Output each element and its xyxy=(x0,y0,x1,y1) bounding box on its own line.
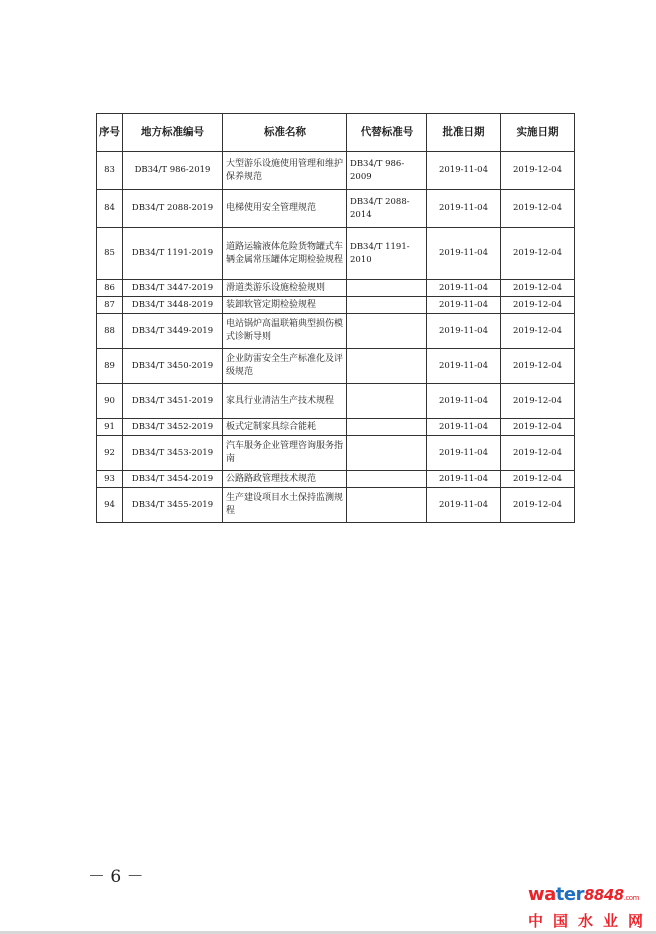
approval-date: 2019-11-04 xyxy=(427,280,501,297)
row-number: 93 xyxy=(97,471,123,488)
table-row xyxy=(97,228,575,280)
page-number: － 6 － xyxy=(88,867,144,887)
approval-date: 2019-11-04 xyxy=(427,297,501,314)
standard-code: DB34/T 3455-2019 xyxy=(123,488,223,523)
row-number: 88 xyxy=(97,314,123,349)
header-approved: 批准日期 xyxy=(427,114,501,152)
replaced-standard xyxy=(347,384,427,419)
standard-name: 生产建设项目水土保持监测规程 xyxy=(223,488,347,523)
implementation-date: 2019-12-04 xyxy=(501,349,575,384)
table-row xyxy=(97,436,575,471)
replaced-standard xyxy=(347,297,427,314)
standard-name: 公路路政管理技术规范 xyxy=(223,471,347,488)
approval-date: 2019-11-04 xyxy=(427,384,501,419)
table-row xyxy=(97,297,575,314)
row-number: 84 xyxy=(97,190,123,228)
standard-name: 电梯使用安全管理规范 xyxy=(223,190,347,228)
table-row xyxy=(97,419,575,436)
logo-chinese-name: 中国水业网 xyxy=(528,912,654,930)
standard-name: 企业防雷安全生产标准化及评级规范 xyxy=(223,349,347,384)
row-number: 90 xyxy=(97,384,123,419)
row-number: 86 xyxy=(97,280,123,297)
standard-code: DB34/T 3450-2019 xyxy=(123,349,223,384)
table-row xyxy=(97,471,575,488)
standard-code: DB34/T 3447-2019 xyxy=(123,280,223,297)
table-row xyxy=(97,280,575,297)
table-row xyxy=(97,384,575,419)
approval-date: 2019-11-04 xyxy=(427,190,501,228)
replaced-standard: DB34/T 2088-2014 xyxy=(347,190,427,228)
approval-date: 2019-11-04 xyxy=(427,488,501,523)
standard-code: DB34/T 3449-2019 xyxy=(123,314,223,349)
approval-date: 2019-11-04 xyxy=(427,228,501,280)
standards-table xyxy=(96,113,575,523)
approval-date: 2019-11-04 xyxy=(427,349,501,384)
replaced-standard xyxy=(347,488,427,523)
standard-code: DB34/T 3451-2019 xyxy=(123,384,223,419)
standard-name: 道路运输液体危险货物罐式车辆金属常压罐体定期检验规程 xyxy=(223,228,347,280)
site-logo xyxy=(528,884,654,930)
implementation-date: 2019-12-04 xyxy=(501,471,575,488)
implementation-date: 2019-12-04 xyxy=(501,436,575,471)
table-row xyxy=(97,349,575,384)
standard-name: 滑道类游乐设施检验规则 xyxy=(223,280,347,297)
replaced-standard xyxy=(347,419,427,436)
standard-code: DB34/T 986-2019 xyxy=(123,152,223,190)
implementation-date: 2019-12-04 xyxy=(501,297,575,314)
implementation-date: 2019-12-04 xyxy=(501,488,575,523)
row-number: 87 xyxy=(97,297,123,314)
standard-name: 装卸软管定期检验规程 xyxy=(223,297,347,314)
approval-date: 2019-11-04 xyxy=(427,152,501,190)
standard-name: 家具行业清洁生产技术规程 xyxy=(223,384,347,419)
row-number: 89 xyxy=(97,349,123,384)
table-header-row xyxy=(97,114,575,152)
row-number: 85 xyxy=(97,228,123,280)
implementation-date: 2019-12-04 xyxy=(501,419,575,436)
standard-code: DB34/T 2088-2019 xyxy=(123,190,223,228)
approval-date: 2019-11-04 xyxy=(427,471,501,488)
approval-date: 2019-11-04 xyxy=(427,419,501,436)
table-row xyxy=(97,314,575,349)
standard-code: DB34/T 1191-2019 xyxy=(123,228,223,280)
row-number: 92 xyxy=(97,436,123,471)
row-number: 94 xyxy=(97,488,123,523)
implementation-date: 2019-12-04 xyxy=(501,384,575,419)
table-row xyxy=(97,190,575,228)
standard-code: DB34/T 3448-2019 xyxy=(123,297,223,314)
implementation-date: 2019-12-04 xyxy=(501,152,575,190)
table-row xyxy=(97,488,575,523)
standard-name: 电站锅炉高温联箱典型损伤模式诊断导则 xyxy=(223,314,347,349)
table-row xyxy=(97,152,575,190)
standard-code: DB34/T 3454-2019 xyxy=(123,471,223,488)
implementation-date: 2019-12-04 xyxy=(501,190,575,228)
replaced-standard: DB34/T 1191-2010 xyxy=(347,228,427,280)
approval-date: 2019-11-04 xyxy=(427,436,501,471)
replaced-standard xyxy=(347,314,427,349)
replaced-standard xyxy=(347,471,427,488)
row-number: 91 xyxy=(97,419,123,436)
replaced-standard: DB34/T 986-2009 xyxy=(347,152,427,190)
row-number: 83 xyxy=(97,152,123,190)
header-implemented: 实施日期 xyxy=(501,114,575,152)
logo-wordmark: water8848.com xyxy=(528,884,639,905)
standard-code: DB34/T 3453-2019 xyxy=(123,436,223,471)
header-replaces: 代替标准号 xyxy=(347,114,427,152)
standard-name: 大型游乐设施使用管理和维护保养规范 xyxy=(223,152,347,190)
approval-date: 2019-11-04 xyxy=(427,314,501,349)
standard-code: DB34/T 3452-2019 xyxy=(123,419,223,436)
standard-name: 汽车服务企业管理咨询服务指南 xyxy=(223,436,347,471)
implementation-date: 2019-12-04 xyxy=(501,280,575,297)
implementation-date: 2019-12-04 xyxy=(501,314,575,349)
header-no: 序号 xyxy=(97,114,123,152)
header-code: 地方标准编号 xyxy=(123,114,223,152)
header-name: 标准名称 xyxy=(223,114,347,152)
standard-name: 板式定制家具综合能耗 xyxy=(223,419,347,436)
replaced-standard xyxy=(347,280,427,297)
replaced-standard xyxy=(347,436,427,471)
replaced-standard xyxy=(347,349,427,384)
implementation-date: 2019-12-04 xyxy=(501,228,575,280)
